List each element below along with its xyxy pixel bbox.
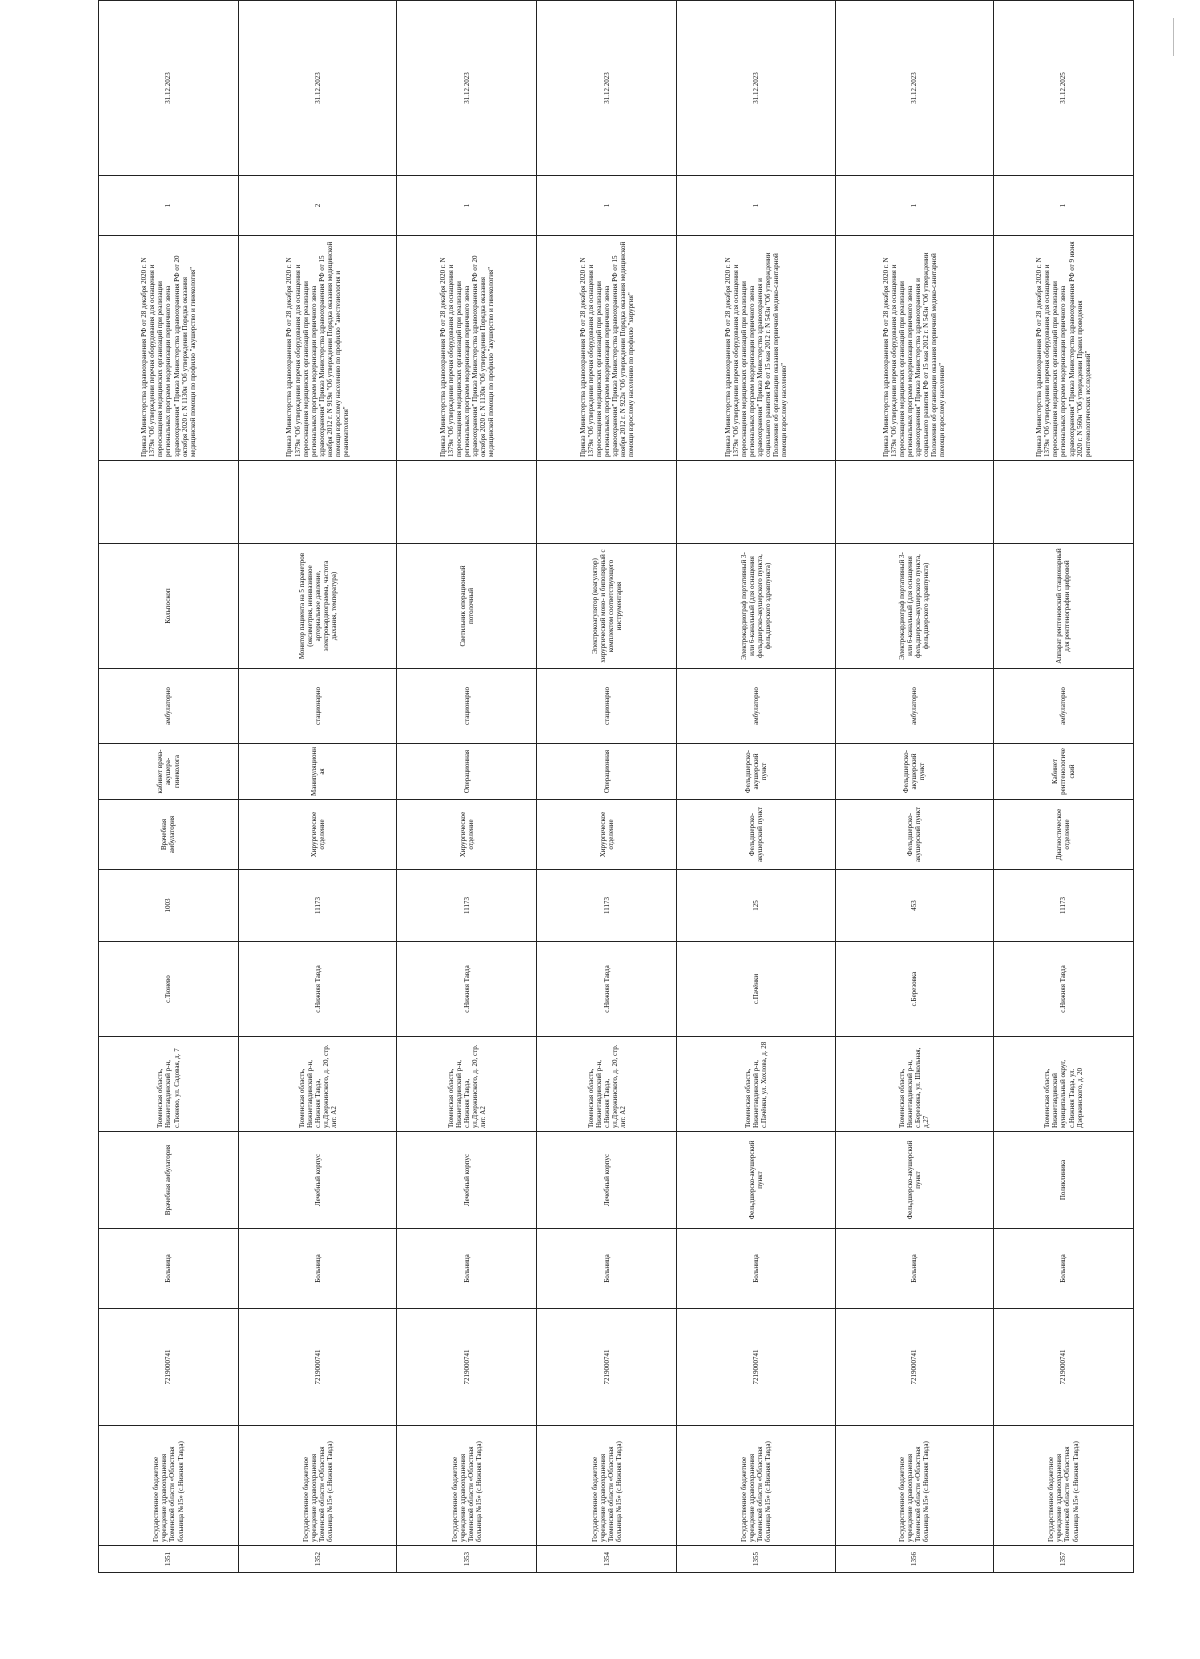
room-cell: Операционная	[397, 744, 537, 800]
settlement-cell: с.Нижняя Тавда	[238, 942, 396, 1037]
building-cell: Фельдшерско-акушерский пункт	[835, 1132, 993, 1229]
address-cell: Тюменская область, Нижнетавдинский р-н, с.Нижняя Тавда, ул.Дзержинского, д. 20, стр. лит. А2	[238, 1037, 396, 1132]
quantity-cell: 1	[537, 176, 677, 236]
conditions-cell: амбулаторно	[835, 669, 993, 744]
population-cell: 1003	[99, 870, 239, 942]
deadline-cell: 31.12.2023	[677, 1, 835, 176]
table-row	[677, 1, 835, 1573]
rotated-page	[98, 72, 1134, 1573]
row-number: 1353	[397, 1546, 537, 1573]
facility-type-cell: Больница	[677, 1229, 835, 1309]
empty-cell	[238, 461, 396, 544]
empty-cell	[677, 461, 835, 544]
division-cell: Хирургическое отделение	[397, 800, 537, 870]
inn-cell: 7219000741	[993, 1309, 1133, 1426]
facility-type-cell: Больница	[238, 1229, 396, 1309]
row-number: 1355	[677, 1546, 835, 1573]
settlement-cell: с.Нижняя Тавда	[993, 942, 1133, 1037]
settlement-cell: с.Пачёнки	[677, 942, 835, 1037]
conditions-cell: амбулаторно	[99, 669, 239, 744]
legal-basis-cell: Приказ Министерства здравоохранения РФ от 28 декабря 2020 г. N 1379н "Об утверждении перечня оборудования для оснащения и переоснащения медицинских организаций при реализации региональных программ модернизации первичного звена здравоохранения" Приказ Министерства здравоохранения РФ от 20 октября 2020 г. N 1130н "Об утверждении Порядка оказания медицинской помощи по профилю "акушерство и гинекология"	[99, 236, 239, 461]
quantity-cell: 1	[99, 176, 239, 236]
inn-cell: 7219000741	[238, 1309, 396, 1426]
legal-basis-cell: Приказ Министерства здравоохранения РФ от 28 декабря 2020 г. N 1379н "Об утверждении перечня оборудования для оснащения и переоснащения медицинских организаций при реализации региональных программ модернизации первичного звена здравоохранения" Приказ Министерства здравоохранения РФ от 9 июня 2020 г. N 560н "Об утверждении Правил проведения рентгенологических исследований"	[993, 236, 1133, 461]
division-cell: Фельдшерско-акушерский пункт	[677, 800, 835, 870]
room-cell: Кабинет рентгенологический	[993, 744, 1133, 800]
conditions-cell: стационарно	[238, 669, 396, 744]
facility-type-cell: Больница	[993, 1229, 1133, 1309]
address-cell: Тюменская область, Нижнетавдинский муниципальный округ, с.Нижняя Тавда, ул. Дзержинского, д. 20	[993, 1037, 1133, 1132]
empty-cell	[993, 461, 1133, 544]
inn-cell: 7219000741	[397, 1309, 537, 1426]
table-row	[99, 1, 239, 1573]
quantity-cell: 2	[238, 176, 396, 236]
equipment-cell: Электрокардиограф портативный 3- или 6-канальный (для оснащения фельдшерско-акушерского пункта, фельдшерского здравпункта)	[835, 544, 993, 669]
legal-basis-cell: Приказ Министерства здравоохранения РФ от 28 декабря 2020 г. N 1379н "Об утверждении перечня оборудования для оснащения и переоснащения медицинских организаций при реализации региональных программ модернизации первичного звена здравоохранения" Приказ Министерства здравоохранения РФ от 20 октября 2020 г. N 1130н "Об утверждении Порядка оказания медицинской помощи по профилю "акушерство и гинекология"	[397, 236, 537, 461]
conditions-cell: стационарно	[397, 669, 537, 744]
building-cell: Лечебный корпус	[238, 1132, 396, 1229]
deadline-cell: 31.12.2023	[238, 1, 396, 176]
facility-type-cell: Больница	[397, 1229, 537, 1309]
legal-basis-cell: Приказ Министерства здравоохранения РФ от 28 декабря 2020 г. N 1379н "Об утверждении перечня оборудования для оснащения и переоснащения медицинских организаций при реализации региональных программ модернизации первичного звена здравоохранения" Приказ Министерства здравоохранения РФ от 15 ноября 2012 г. N 919н "Об утверждении Порядка оказания медицинской помощи взрослому населению по профилю "анестезиология и реаниматология"	[238, 236, 396, 461]
division-cell: Хирургическое отделение	[238, 800, 396, 870]
conditions-cell: амбулаторно	[993, 669, 1133, 744]
organization-cell: Государственное бюджетное учреждение здравоохранения Тюменской области «Областная больница №15» (с.Нижняя Тавда)	[537, 1426, 677, 1546]
row-number: 1354	[537, 1546, 677, 1573]
table-row	[397, 1, 537, 1573]
deadline-cell: 31.12.2023	[537, 1, 677, 176]
quantity-cell: 1	[993, 176, 1133, 236]
division-cell: Врачебная амбулатория	[99, 800, 239, 870]
population-cell: 453	[835, 870, 993, 942]
address-cell: Тюменская область, Нижнетавдинский р-н, с.Березовка, ул. Школьная, д.27	[835, 1037, 993, 1132]
population-cell: 11173	[238, 870, 396, 942]
equipment-cell: Электрокоагулятор (коагулятор) хирургический моно- и биполярный с комплектом соответствующего инструментария	[537, 544, 677, 669]
row-number: 1356	[835, 1546, 993, 1573]
address-cell: Тюменская область, Нижнетавдинский р-н, с.Тюнево, ул. Садовая, д. 7	[99, 1037, 239, 1132]
legal-basis-cell: Приказ Министерства здравоохранения РФ от 28 декабря 2020 г. N 1379н "Об утверждении перечня оборудования для оснащения и переоснащения медицинских организаций при реализации региональных программ модернизации первичного звена здравоохранения" Приказ Министерства здравоохранения и социального развития РФ от 15 мая 2012 г. N 543н "Об утверждении Положения об организации оказания первичной медико-санитарной помощи взрослому населению"	[677, 236, 835, 461]
inn-cell: 7219000741	[99, 1309, 239, 1426]
population-cell: 125	[677, 870, 835, 942]
empty-cell	[835, 461, 993, 544]
building-cell: Фельдшерско-акушерский пункт	[677, 1132, 835, 1229]
settlement-cell: с.Тюнево	[99, 942, 239, 1037]
population-cell: 11173	[537, 870, 677, 942]
address-cell: Тюменская область, Нижнетавдинский р-н, с.Нижняя Тавда, ул.Дзержинского, д. 20, стр. лит. А2	[537, 1037, 677, 1132]
organization-cell: Государственное бюджетное учреждение здравоохранения Тюменской области «Областная больница №15» (с.Нижняя Тавда)	[238, 1426, 396, 1546]
facility-type-cell: Больница	[835, 1229, 993, 1309]
address-cell: Тюменская область, Нижнетавдинский р-н, с.Нижняя Тавда, ул.Дзержинского, д. 20, стр. лит. А2	[397, 1037, 537, 1132]
room-cell: Фельдшерско-акушерский пункт	[677, 744, 835, 800]
room-cell: кабинет врача-акушера-гинеколога	[99, 744, 239, 800]
table-row	[238, 1, 396, 1573]
conditions-cell: амбулаторно	[677, 669, 835, 744]
legal-basis-cell: Приказ Министерства здравоохранения РФ от 28 декабря 2020 г. N 1379н "Об утверждении перечня оборудования для оснащения и переоснащения медицинских организаций при реализации региональных программ модернизации первичного звена здравоохранения" Приказ Министерства здравоохранения и социального развития РФ от 15 мая 2012 г. N 543н "Об утверждении Положения об организации оказания первичной медико-санитарной помощи взрослому населению"	[835, 236, 993, 461]
population-cell: 11173	[397, 870, 537, 942]
equipment-cell: Кольпоскоп	[99, 544, 239, 669]
table-body	[99, 1, 1134, 1573]
quantity-cell: 1	[397, 176, 537, 236]
rotated-table-frame	[98, 72, 1134, 1573]
facility-type-cell: Больница	[537, 1229, 677, 1309]
inn-cell: 7219000741	[677, 1309, 835, 1426]
settlement-cell: с.Нижняя Тавда	[397, 942, 537, 1037]
deadline-cell: 31.12.2025	[993, 1, 1133, 176]
building-cell: Лечебный корпус	[537, 1132, 677, 1229]
legal-basis-cell: Приказ Министерства здравоохранения РФ от 28 декабря 2020 г. N 1379н "Об утверждении перечня оборудования для оснащения и переоснащения медицинских организаций при реализации региональных программ модернизации первичного звена здравоохранения" Приказ Министерства здравоохранения РФ от 15 ноября 2012 г. N 922н "Об утверждении Порядка оказания медицинской помощи взрослому населению по профилю "хирургия"	[537, 236, 677, 461]
organization-cell: Государственное бюджетное учреждение здравоохранения Тюменской области «Областная больница №15» (с.Нижняя Тавда)	[99, 1426, 239, 1546]
inn-cell: 7219000741	[537, 1309, 677, 1426]
organization-cell: Государственное бюджетное учреждение здравоохранения Тюменской области «Областная больница №15» (с.Нижняя Тавда)	[993, 1426, 1133, 1546]
equipment-cell: Аппарат рентгеновский стационарный для рентгенографии цифровой	[993, 544, 1133, 669]
row-number: 1357	[993, 1546, 1133, 1573]
settlement-cell: с.Березовка	[835, 942, 993, 1037]
room-cell: Манипуляционная	[238, 744, 396, 800]
address-cell: Тюменская область, Нижнетавдинский р-н, с.Пачёнки, ул. Хохлова, д. 28	[677, 1037, 835, 1132]
row-number: 1351	[99, 1546, 239, 1573]
facility-type-cell: Больница	[99, 1229, 239, 1309]
conditions-cell: стационарно	[537, 669, 677, 744]
empty-cell	[99, 461, 239, 544]
table-row	[835, 1, 993, 1573]
room-cell: Фельдшерско-акушерский пункт	[835, 744, 993, 800]
division-cell: Фельдшерско-акушерский пункт	[835, 800, 993, 870]
organization-cell: Государственное бюджетное учреждение здравоохранения Тюменской области «Областная больница №15» (с.Нижняя Тавда)	[397, 1426, 537, 1546]
equipment-table	[98, 0, 1134, 1573]
deadline-cell: 31.12.2023	[835, 1, 993, 176]
scan-edge-mark	[1173, 18, 1174, 56]
quantity-cell: 1	[677, 176, 835, 236]
organization-cell: Государственное бюджетное учреждение здравоохранения Тюменской области «Областная больница №15» (с.Нижняя Тавда)	[835, 1426, 993, 1546]
building-cell: Поликлиника	[993, 1132, 1133, 1229]
inn-cell: 7219000741	[835, 1309, 993, 1426]
table-row	[537, 1, 677, 1573]
quantity-cell: 1	[835, 176, 993, 236]
equipment-cell: Монитор пациента на 5 параметров (оксиметрия, неинвазивное артериальное давление, электрокардиограмма, частота дыхания, температура)	[238, 544, 396, 669]
equipment-cell: Светильник операционный потолочный	[397, 544, 537, 669]
deadline-cell: 31.12.2023	[397, 1, 537, 176]
building-cell: Врачебная амбулатория	[99, 1132, 239, 1229]
settlement-cell: с.Нижняя Тавда	[537, 942, 677, 1037]
empty-cell	[397, 461, 537, 544]
deadline-cell: 31.12.2023	[99, 1, 239, 176]
population-cell: 11173	[993, 870, 1133, 942]
empty-cell	[537, 461, 677, 544]
division-cell: Хирургическое отделение	[537, 800, 677, 870]
room-cell: Операционная	[537, 744, 677, 800]
division-cell: Диагностическое отделение	[993, 800, 1133, 870]
organization-cell: Государственное бюджетное учреждение здравоохранения Тюменской области «Областная больница №15» (с.Нижняя Тавда)	[677, 1426, 835, 1546]
table-row	[993, 1, 1133, 1573]
equipment-cell: Электрокардиограф портативный 3- или 6-канальный (для оснащения фельдшерско-акушерского пункта, фельдшерского здравпункта)	[677, 544, 835, 669]
row-number: 1352	[238, 1546, 396, 1573]
building-cell: Лечебный корпус	[397, 1132, 537, 1229]
